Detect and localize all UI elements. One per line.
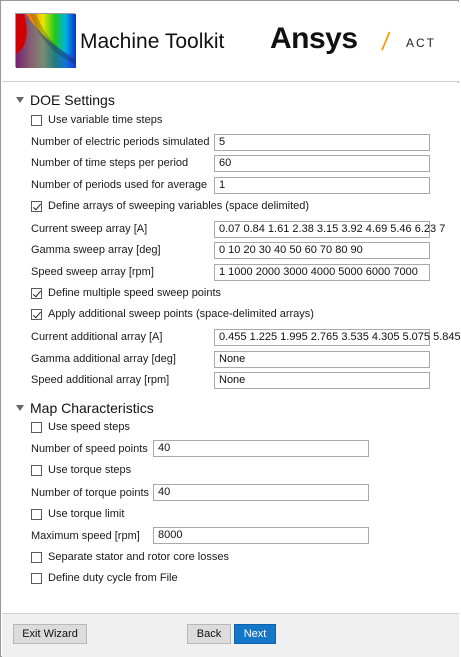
wizard-content (2, 83, 459, 613)
section-doe-settings[interactable] (16, 92, 115, 108)
checkbox-icon[interactable] (31, 573, 42, 584)
speed-points-label: Number of speed points (31, 443, 148, 455)
ansys-logo: Ansys (270, 22, 358, 55)
duty-cycle-checkbox[interactable] (31, 572, 178, 584)
section-heading: DOE Settings (30, 92, 115, 108)
current-sweep-input[interactable]: 0.07 0.84 1.61 2.38 3.15 3.92 4.69 5.46 6.23 7 (214, 221, 430, 238)
checkbox-label: Define arrays of sweeping variables (space delimited) (48, 200, 310, 212)
variable-time-steps-checkbox[interactable] (31, 114, 162, 126)
checkbox-checked-icon[interactable] (31, 201, 42, 212)
next-button[interactable]: Next (234, 624, 276, 644)
checkbox-label: Define multiple speed sweep points (48, 287, 222, 299)
torque-points-label: Number of torque points (31, 487, 150, 499)
checkbox-icon[interactable] (31, 465, 42, 476)
checkbox-label: Define duty cycle from File (48, 572, 178, 584)
multiple-speed-checkbox[interactable] (31, 287, 221, 299)
current-additional-label: Current additional array [A] (31, 331, 163, 343)
collapse-caret-icon[interactable] (16, 97, 24, 103)
speed-additional-input[interactable]: None (214, 372, 430, 389)
wizard-footer (2, 613, 459, 657)
checkbox-label: Use torque limit (48, 508, 125, 520)
section-map-characteristics[interactable] (16, 400, 154, 416)
periods-average-input[interactable]: 1 (214, 177, 430, 194)
checkbox-icon[interactable] (31, 509, 42, 520)
section-heading: Map Characteristics (30, 400, 154, 416)
separate-losses-checkbox[interactable] (31, 551, 229, 563)
periods-average-label: Number of periods used for average (31, 179, 208, 191)
checkbox-checked-icon[interactable] (31, 288, 42, 299)
back-button[interactable]: Back (187, 624, 231, 644)
time-steps-label: Number of time steps per period (31, 157, 189, 169)
ansys-logo-slash: / (380, 28, 391, 56)
header (2, 2, 459, 82)
max-speed-input[interactable]: 8000 (153, 527, 369, 544)
gamma-sweep-input[interactable]: 0 10 20 30 40 50 60 70 80 90 (214, 242, 430, 259)
checkbox-label: Use speed steps (48, 421, 130, 433)
checkbox-checked-icon[interactable] (31, 309, 42, 320)
checkbox-label: Apply additional sweep points (space-delimited arrays) (48, 308, 314, 320)
additional-sweep-checkbox[interactable] (31, 308, 314, 320)
max-speed-label: Maximum speed [rpm] (31, 530, 140, 542)
define-sweep-arrays-checkbox[interactable] (31, 200, 309, 212)
gamma-additional-label: Gamma additional array [deg] (31, 353, 176, 365)
electric-periods-input[interactable]: 5 (214, 134, 430, 151)
machine-contour-logo (15, 13, 75, 67)
exit-wizard-button[interactable]: Exit Wizard (13, 624, 87, 644)
checkbox-icon[interactable] (31, 422, 42, 433)
speed-additional-label: Speed additional array [rpm] (31, 374, 170, 386)
checkbox-icon[interactable] (31, 115, 42, 126)
electric-periods-label: Number of electric periods simulated (31, 136, 210, 148)
current-sweep-label: Current sweep array [A] (31, 223, 148, 235)
torque-points-input[interactable]: 40 (153, 484, 369, 501)
current-additional-input[interactable]: 0.455 1.225 1.995 2.765 3.535 4.305 5.075 5.845 (214, 329, 430, 346)
speed-sweep-input[interactable]: 1 1000 2000 3000 4000 5000 6000 7000 (214, 264, 430, 281)
gamma-additional-input[interactable]: None (214, 351, 430, 368)
checkbox-label: Separate stator and rotor core losses (48, 551, 229, 563)
torque-steps-checkbox[interactable] (31, 464, 131, 476)
checkbox-icon[interactable] (31, 552, 42, 563)
torque-limit-checkbox[interactable] (31, 508, 124, 520)
gamma-sweep-label: Gamma sweep array [deg] (31, 244, 161, 256)
checkbox-label: Use torque steps (48, 464, 132, 476)
speed-sweep-label: Speed sweep array [rpm] (31, 266, 154, 278)
speed-points-input[interactable]: 40 (153, 440, 369, 457)
act-label: ACT (406, 36, 436, 50)
checkbox-label: Use variable time steps (48, 114, 163, 126)
collapse-caret-icon[interactable] (16, 405, 24, 411)
app-title: Machine Toolkit (80, 30, 225, 53)
speed-steps-checkbox[interactable] (31, 421, 130, 433)
time-steps-input[interactable]: 60 (214, 155, 430, 172)
contour-plot-icon (16, 14, 76, 68)
